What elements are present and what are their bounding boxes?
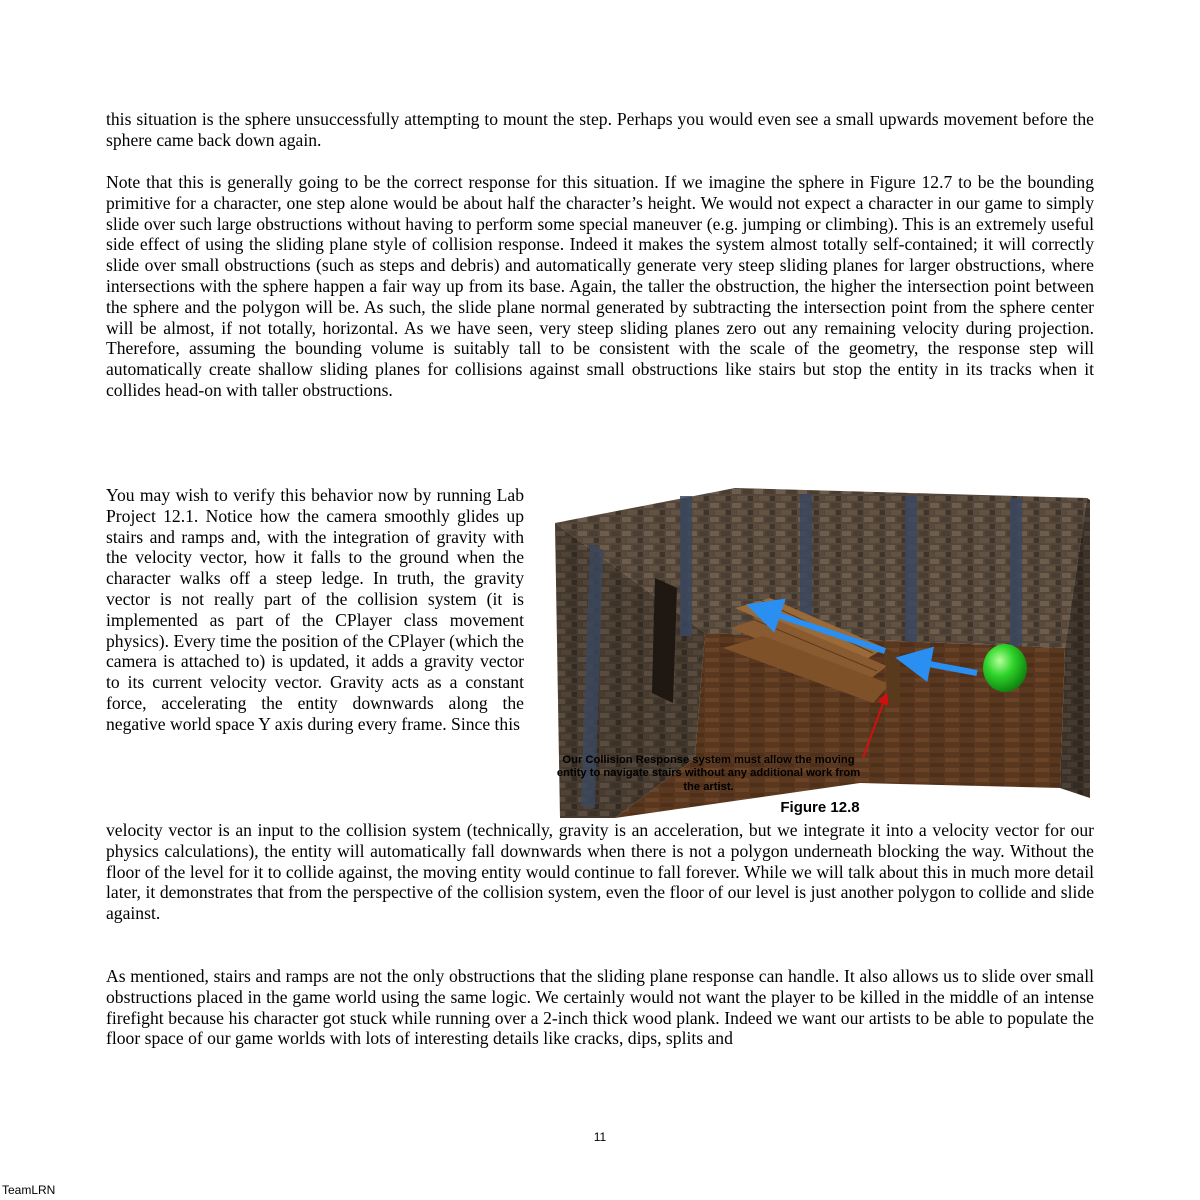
figure-label: Figure 12.8 [780, 799, 860, 816]
paragraph-3: You may wish to verify this behavior now by running Lab Project 12.1. Notice how the camera smoothly glides up stairs and ramps and, with the integration of gravity with the velocity vector, how it falls to the ground when the character walks off a steep ledge. In truth, the gravity vector is not really part of the collision system (it is implemented as part of the CPlayer class movement physics). Every time the position of the CPlayer (which the camera is attached to) is updated, it adds a gravity vector to its current velocity vector. Gravity acts as a constant force, accelerating the entity downwards along the negative world space Y axis during every frame. Since this [106, 485, 524, 734]
paragraph-4: velocity vector is an input to the collision system (technically, gravity is an acceleration, but we integrate it into a velocity vector for our physics calculations), the entity will automatically fall downwards when there is not a polygon underneath blocking the way. Without the floor of the level for it to collide against, the moving entity would continue to fall forever. While we will talk about this in much more detail later, it demonstrates that from the perspective of the collision system, even the floor of our level is just another polygon to collide and slide against. [106, 820, 1094, 924]
door [652, 578, 677, 703]
green-sphere [983, 644, 1027, 692]
page-number: 11 [593, 1130, 607, 1144]
figure-caption: Our Collision Response system must allow the moving entity to navigate stairs without any additional work from the artist. [556, 754, 861, 793]
watermark: TeamLRN [2, 1183, 56, 1197]
paragraph-1: this situation is the sphere unsuccessfully attempting to mount the step. Perhaps you would even see a small upwards movement before the sphere came back down again. [106, 109, 1094, 150]
paragraph-5: As mentioned, stairs and ramps are not the only obstructions that the sliding plane response can handle. It also allows us to slide over small obstructions placed in the game world using the same logic. We certainly would not want the player to be killed in the middle of an intense firefight because his character got stuck while running over a 2-inch thick wood plank. Indeed we want our artists to be able to populate the floor space of our game worlds with lots of interesting details like cracks, dips, splits and [106, 966, 1094, 1049]
paragraph-2: Note that this is generally going to be the correct response for this situation. If we imagine the sphere in Figure 12.7 to be the bounding primitive for a character, one step alone would be about half the character’s height. We would not expect a character in our game to simply slide over such large obstructions without having to perform some special maneuver (e.g. jumping or climbing). This is an extremely useful side effect of using the sliding plane style of collision response. Indeed it makes the system almost totally self-contained; it will correctly slide over small obstructions (such as steps and debris) and automatically generate very steep sliding planes for larger obstructions, where intersections with the sphere happen a fair way up from its base. Again, the taller the obstruction, the higher the intersection point between the sphere and the polygon will be. As such, the slide plane normal generated by subtracting the intersection point from the sphere center will be almost, if not totally, horizontal. As we have seen, very steep sliding planes zero out any remaining velocity during projection. Therefore, assuming the bounding volume is suitably tall to be consistent with the scale of the geometry, the response step will automatically create shallow sliding planes for collisions against small obstructions like stairs but stop the entity in its tracks when it collides head-on with taller obstructions. [106, 172, 1094, 400]
